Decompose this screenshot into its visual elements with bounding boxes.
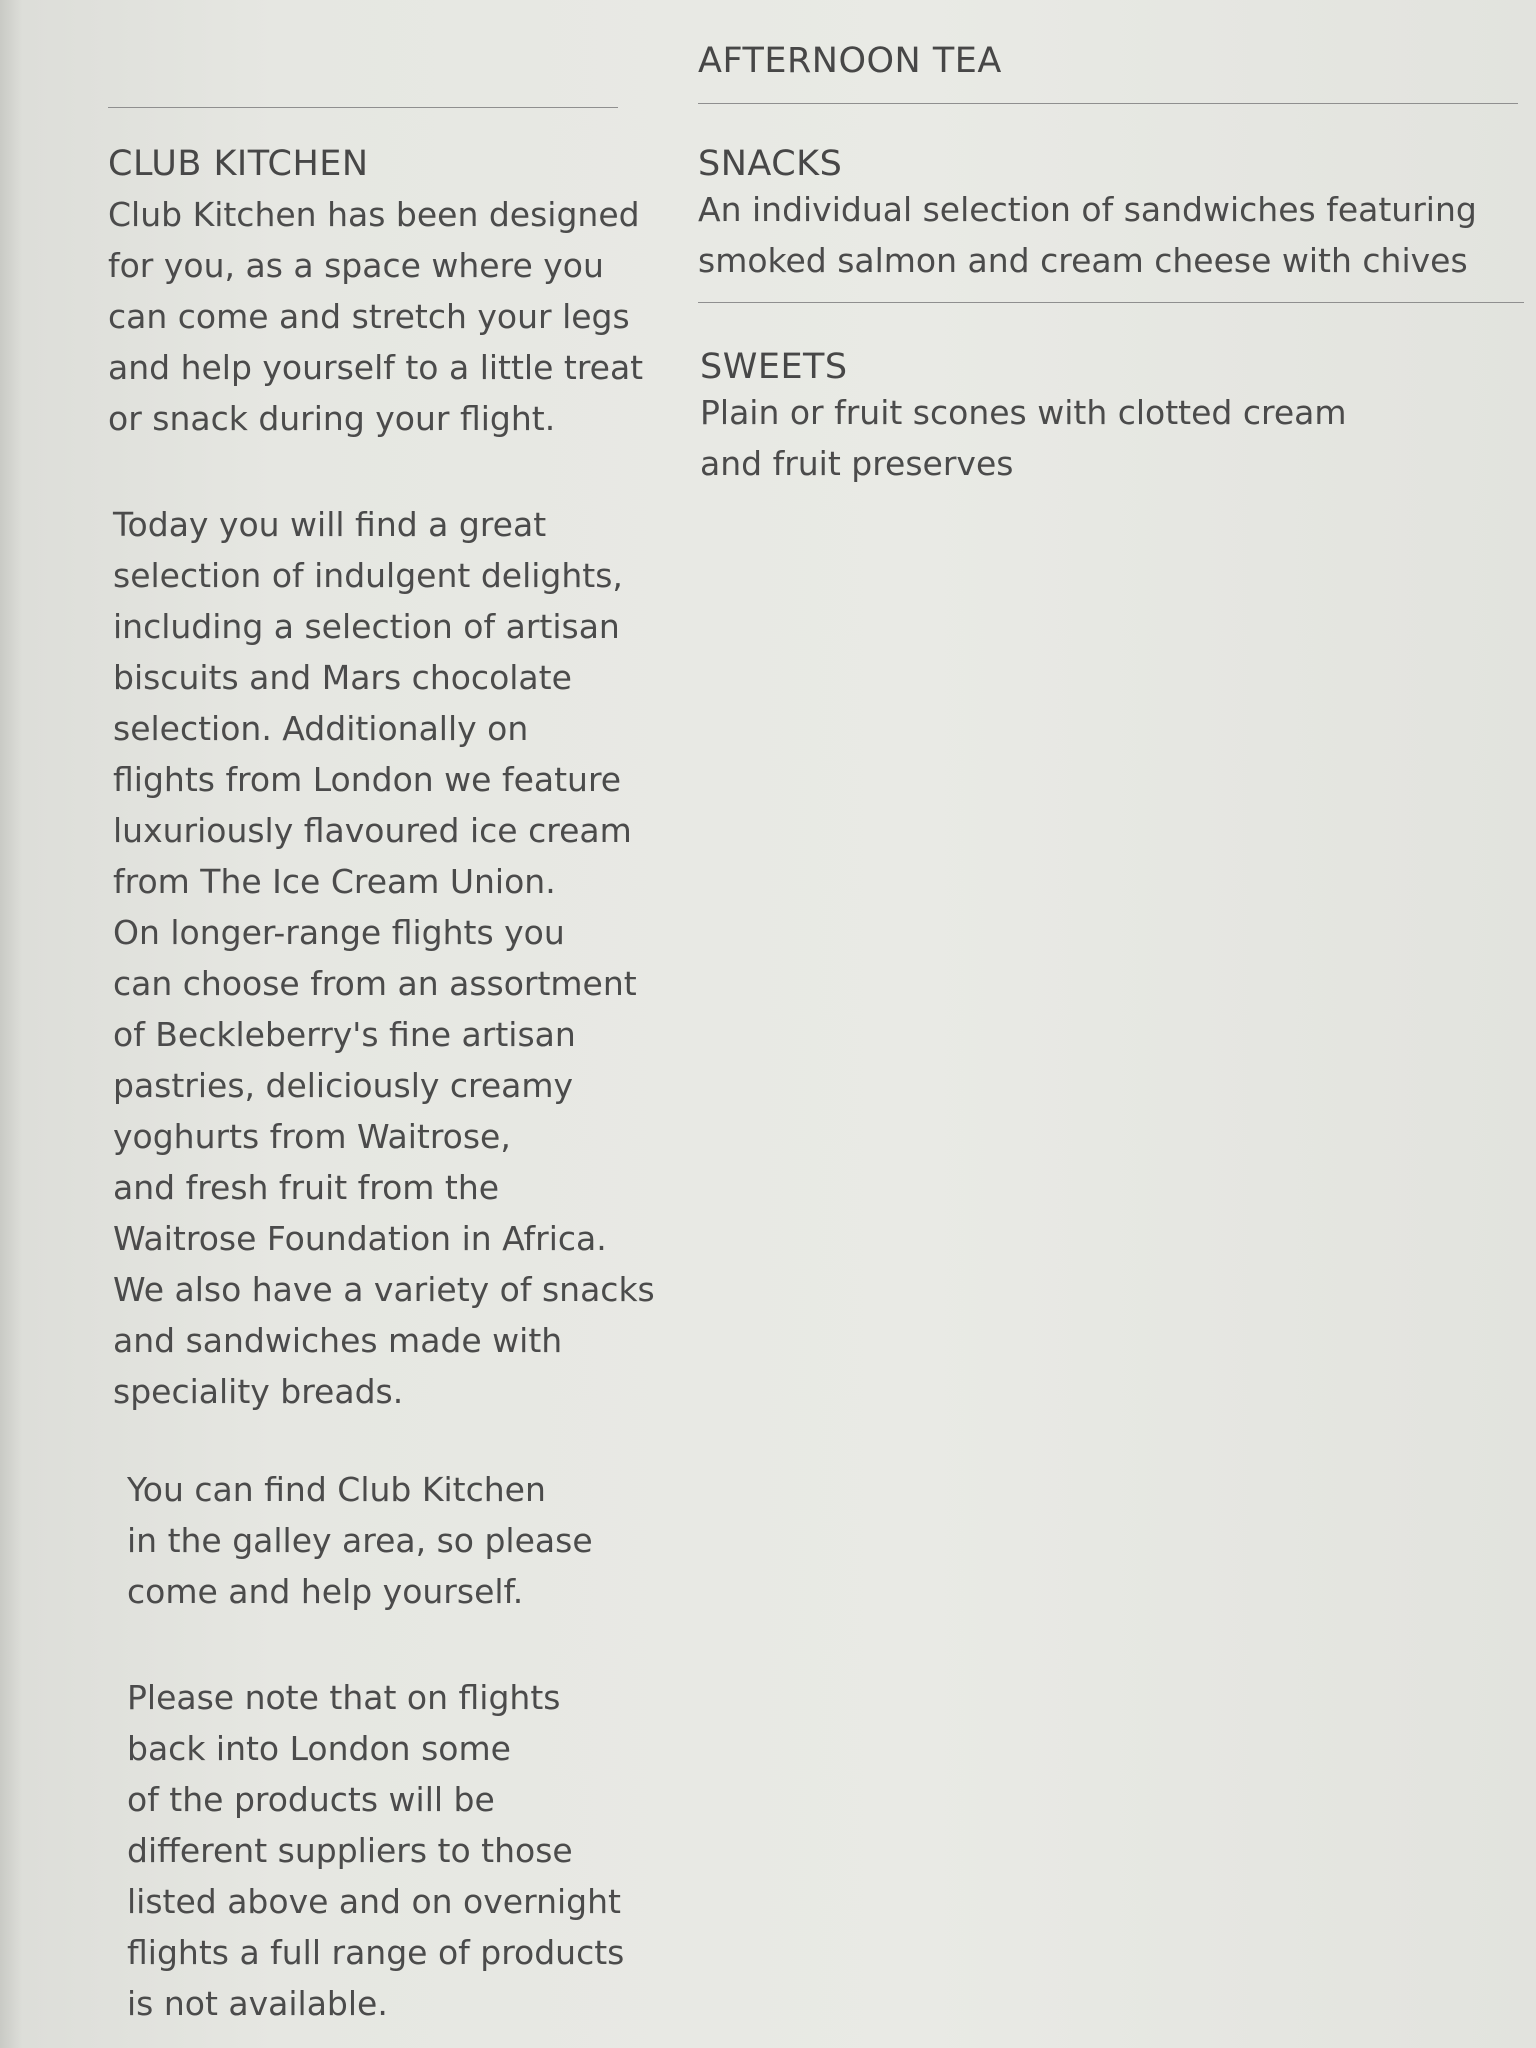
offerings-line: luxuriously flavoured ice cream [113, 811, 632, 850]
offerings-line: and fresh fruit from the [113, 1168, 500, 1207]
intro-line: or snack during your flight. [108, 399, 556, 438]
club-kitchen-offerings [113, 499, 655, 1417]
club-kitchen-intro [108, 189, 643, 444]
club-kitchen-note [127, 1672, 624, 2029]
club-kitchen-heading: CLUB KITCHEN [108, 144, 369, 184]
offerings-line: pastries, deliciously creamy [113, 1066, 574, 1105]
snacks-line: An individual selection of sandwiches featuring [698, 190, 1477, 229]
snacks-heading: SNACKS [698, 144, 843, 184]
intro-line: Club Kitchen has been designed [108, 195, 640, 234]
intro-line: for you, as a space where you [108, 246, 604, 285]
note-line: flights a full range of products [127, 1933, 625, 1972]
snacks-line: smoked salmon and cream cheese with chives [698, 241, 1468, 280]
offerings-line: can choose from an assortment [113, 964, 637, 1003]
offerings-line: Today you will find a great [113, 505, 547, 544]
rule-afternoon-tea [698, 103, 1518, 104]
intro-line: and help yourself to a little treat [108, 348, 644, 387]
rule-club-kitchen [108, 107, 618, 108]
club-kitchen-location [127, 1464, 593, 1617]
location-line: in the galley area, so please [127, 1521, 593, 1560]
note-line: of the products will be [127, 1780, 495, 1819]
offerings-line: of Beckleberry's fine artisan [113, 1015, 576, 1054]
location-line: come and help yourself. [127, 1572, 524, 1611]
afternoon-tea-title: AFTERNOON TEA [698, 41, 1002, 81]
offerings-line: biscuits and Mars chocolate [113, 658, 572, 697]
offerings-line: flights from London we feature [113, 760, 622, 799]
sweets-line: and fruit preserves [700, 444, 1014, 483]
offerings-line: On longer-range flights you [113, 913, 565, 952]
offerings-line: including a selection of artisan [113, 607, 620, 646]
offerings-line: selection. Additionally on [113, 709, 529, 748]
intro-line: can come and stretch your legs [108, 297, 630, 336]
location-line: You can find Club Kitchen [127, 1470, 546, 1509]
note-line: Please note that on flights [127, 1678, 561, 1717]
offerings-line: from The Ice Cream Union. [113, 862, 556, 901]
note-line: back into London some [127, 1729, 511, 1768]
offerings-line: speciality breads. [113, 1372, 404, 1411]
note-line: different suppliers to those [127, 1831, 573, 1870]
rule-snacks [698, 302, 1524, 303]
note-line: is not available. [127, 1984, 388, 2023]
offerings-line: yoghurts from Waitrose, [113, 1117, 511, 1156]
offerings-line: Waitrose Foundation in Africa. [113, 1219, 607, 1258]
offerings-line: and sandwiches made with [113, 1321, 563, 1360]
offerings-line: selection of indulgent delights, [113, 556, 623, 595]
offerings-line: We also have a variety of snacks [113, 1270, 655, 1309]
sweets-heading: SWEETS [700, 347, 848, 387]
page-edge-shadow [0, 0, 22, 2048]
sweets-description [700, 387, 1347, 489]
sweets-line: Plain or fruit scones with clotted cream [700, 393, 1347, 432]
note-line: listed above and on overnight [127, 1882, 621, 1921]
snacks-description [698, 184, 1477, 286]
